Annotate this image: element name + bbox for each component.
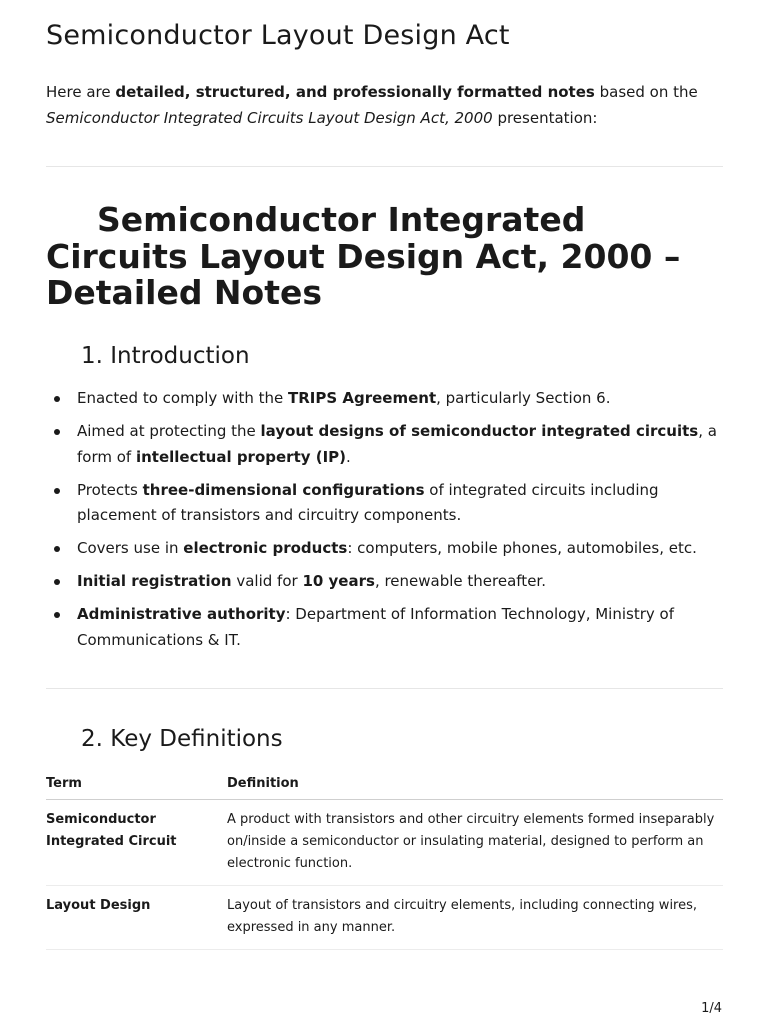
list-item (46, 536, 723, 562)
bullet-icon (54, 579, 60, 585)
bullet-text: valid for (231, 572, 303, 590)
intro-text: Here are (46, 83, 116, 101)
list-item (46, 386, 723, 412)
list-item (46, 419, 723, 470)
bullet-text: , particularly Section 6. (436, 389, 611, 407)
bullet-bold-text: intellectual property (IP) (135, 447, 347, 466)
document-title: Semiconductor Layout Design Act (46, 20, 510, 51)
term-cell (46, 800, 227, 886)
intro-text: presentation: (492, 109, 598, 127)
table-header-row (46, 770, 723, 800)
main-heading: Semiconductor Integrated Circuits Layout Design Act, 2000 – Detailed Notes (46, 200, 681, 312)
divider (46, 688, 723, 689)
bullet-text: Covers use in (77, 539, 184, 557)
bullet-icon (54, 488, 60, 494)
bullet-text: Protects (77, 480, 143, 499)
section-heading-introduction: 1. Introduction (81, 343, 250, 369)
bullet-icon (54, 612, 60, 618)
term-cell (46, 886, 227, 950)
column-header-definition: Definition (227, 770, 723, 800)
bullet-bold-text: three-dimensional configurations (142, 480, 425, 499)
introduction-bullet-list (46, 386, 723, 661)
intro-paragraph (46, 79, 723, 131)
page-number: 1/4 (701, 1001, 722, 1016)
list-item (46, 569, 723, 595)
bullet-text: Enacted to comply with the (77, 389, 288, 407)
definitions-table (46, 770, 723, 950)
term-text: Semiconductor Integrated Circuit (46, 812, 177, 849)
bullet-text: , a form of (77, 422, 717, 466)
bullet-icon (54, 546, 60, 552)
definition-cell: A product with transistors and other circuitry elements formed inseparably on/inside a semiconductor or insulating material, designed to perform an electronic function. (227, 800, 723, 886)
bullet-bold-text: electronic products (183, 539, 348, 557)
divider (46, 166, 723, 167)
bullet-bold-text: Administrative authority (77, 605, 286, 623)
bullet-bold-text: Initial registration (77, 572, 232, 590)
bullet-text: Aimed at protecting the (77, 422, 261, 440)
intro-text: based on the (594, 83, 698, 101)
bullet-text: : computers, mobile phones, automobiles, etc. (347, 539, 697, 557)
section-heading-key-definitions: 2. Key Definitions (81, 726, 283, 752)
bullet-text: , renewable thereafter. (374, 572, 546, 590)
intro-italic-text: Semiconductor Integrated Circuits Layout Design Act, 2000 (46, 109, 493, 127)
column-header-term: Term (46, 770, 227, 800)
definition-cell: Layout of transistors and circuitry elements, including connecting wires, expressed in any manner. (227, 886, 723, 950)
bullet-bold-text: 10 years (302, 572, 375, 590)
intro-bold-text: detailed, structured, and professionally formatted notes (115, 83, 595, 101)
bullet-bold-text: TRIPS Agreement (288, 389, 437, 407)
bullet-icon (54, 429, 60, 435)
table-row (46, 886, 723, 950)
list-item (46, 478, 723, 529)
list-item (46, 602, 723, 653)
bullet-bold-text: layout designs of semiconductor integrated circuits (260, 422, 699, 440)
bullet-text: . (346, 447, 351, 466)
term-text: Layout Design (46, 898, 151, 913)
table-row (46, 800, 723, 886)
bullet-icon (54, 396, 60, 402)
bullet-text: of integrated circuits including placement of transistors and circuitry components. (77, 480, 659, 524)
bullet-text: : Department of Information Technology, Ministry of Communications & IT. (77, 605, 674, 649)
